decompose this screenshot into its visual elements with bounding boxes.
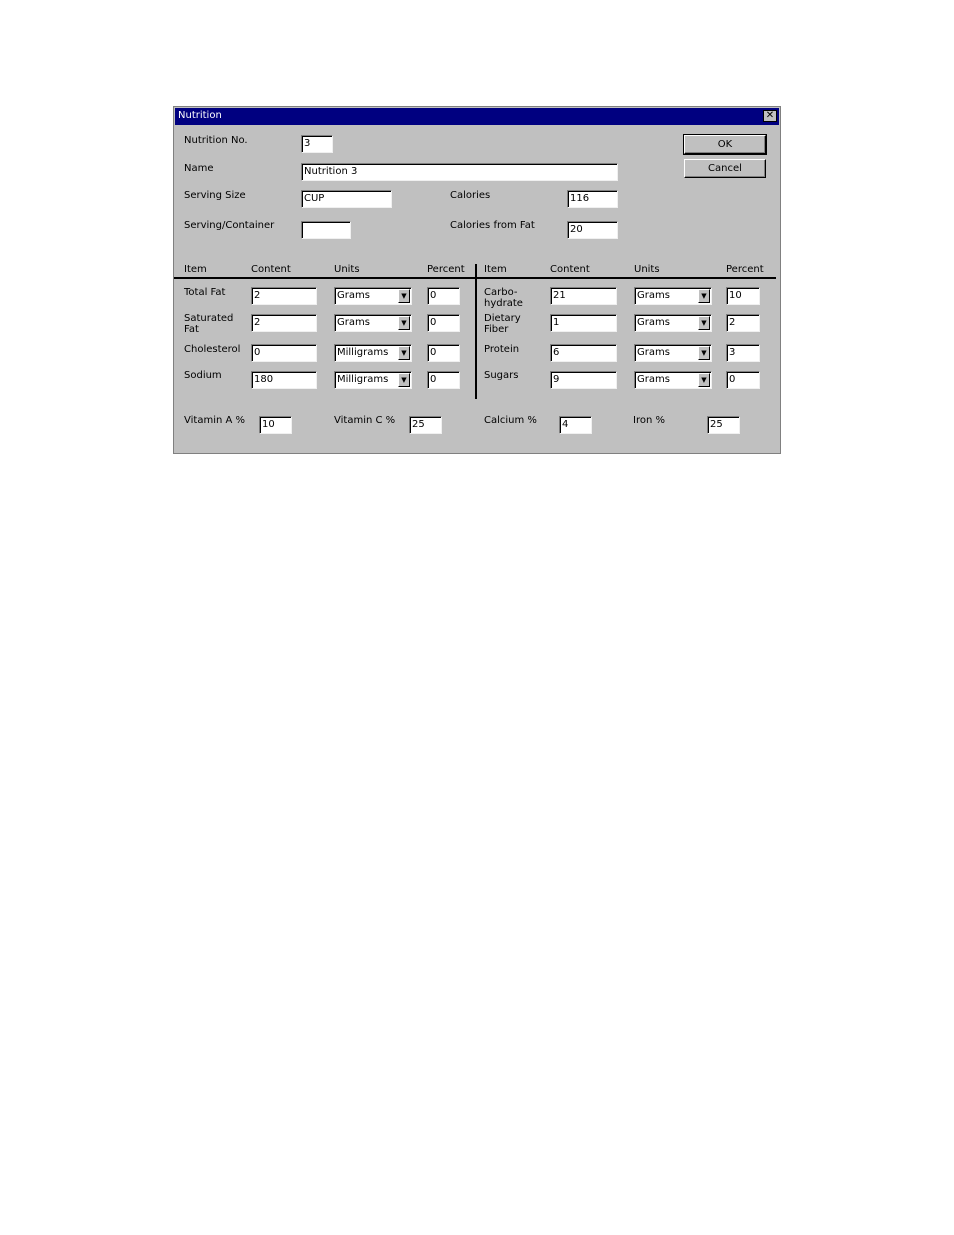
calories-label: Calories: [450, 190, 491, 201]
right-percent-protein[interactable]: 3: [726, 344, 760, 362]
units-value: Milligrams: [337, 374, 389, 385]
chevron-down-icon[interactable]: ▼: [698, 346, 710, 360]
right-units-protein[interactable]: [634, 344, 712, 362]
left-header-units: Units: [334, 264, 360, 275]
units-value: Grams: [637, 290, 670, 301]
right-header-item: Item: [484, 264, 507, 275]
left-units-saturated-fat[interactable]: [334, 314, 412, 332]
window-title: Nutrition: [178, 110, 222, 121]
right-units-sugars[interactable]: [634, 371, 712, 389]
vitamin-a-label: Vitamin A %: [184, 415, 246, 426]
left-item-total-fat: Total Fat: [184, 287, 226, 298]
serving-container-label: Serving/Container: [184, 220, 275, 231]
nutrition-no-label: Nutrition No.: [184, 135, 248, 146]
right-header-content: Content: [550, 264, 590, 275]
right-content-carbohydrate[interactable]: 21: [550, 287, 617, 305]
left-percent-sodium[interactable]: 0: [427, 371, 460, 389]
nutrition-dialog: [173, 106, 781, 454]
calcium-label: Calcium %: [484, 415, 537, 426]
right-percent-carbohydrate[interactable]: 10: [726, 287, 760, 305]
vitamin-c-field[interactable]: 25: [409, 416, 442, 434]
vitamin-a-field[interactable]: 10: [259, 416, 292, 434]
table-column-divider: [475, 264, 477, 399]
left-content-sodium[interactable]: 180: [251, 371, 317, 389]
chevron-down-icon[interactable]: ▼: [398, 316, 410, 330]
left-header-content: Content: [251, 264, 291, 275]
calories-from-fat-label: Calories from Fat: [450, 220, 535, 231]
right-content-sugars[interactable]: 9: [550, 371, 617, 389]
units-value: Grams: [337, 317, 370, 328]
right-percent-sugars[interactable]: 0: [726, 371, 760, 389]
name-field[interactable]: Nutrition 3: [301, 163, 618, 181]
close-icon[interactable]: ✕: [763, 110, 777, 122]
left-percent-cholesterol[interactable]: 0: [427, 344, 460, 362]
chevron-down-icon[interactable]: ▼: [698, 316, 710, 330]
right-item-carbohydrate: Carbo- hydrate: [484, 287, 523, 309]
left-item-cholesterol: Cholesterol: [184, 344, 241, 355]
right-header-percent: Percent: [726, 264, 764, 275]
left-header-item: Item: [184, 264, 207, 275]
iron-label: Iron %: [633, 415, 665, 426]
left-item-sodium: Sodium: [184, 370, 222, 381]
units-value: Grams: [337, 290, 370, 301]
chevron-down-icon[interactable]: ▼: [698, 373, 710, 387]
cancel-button[interactable]: Cancel: [684, 159, 766, 178]
left-units-total-fat[interactable]: [334, 287, 412, 305]
left-percent-saturated-fat[interactable]: 0: [427, 314, 460, 332]
units-value: Grams: [637, 374, 670, 385]
right-item-protein: Protein: [484, 344, 520, 355]
chevron-down-icon[interactable]: ▼: [698, 289, 710, 303]
vitamin-c-label: Vitamin C %: [334, 415, 396, 426]
serving-size-field[interactable]: CUP: [301, 190, 392, 208]
left-units-cholesterol[interactable]: [334, 344, 412, 362]
left-content-total-fat[interactable]: 2: [251, 287, 317, 305]
nutrition-no-field[interactable]: 3: [301, 135, 333, 153]
units-value: Grams: [637, 317, 670, 328]
right-item-dietary-fiber: Dietary Fiber: [484, 313, 521, 335]
units-value: Grams: [637, 347, 670, 358]
right-content-protein[interactable]: 6: [550, 344, 617, 362]
left-units-sodium[interactable]: [334, 371, 412, 389]
calories-from-fat-field[interactable]: 20: [567, 221, 618, 239]
right-units-dietary-fiber[interactable]: [634, 314, 712, 332]
right-header-units: Units: [634, 264, 660, 275]
calcium-field[interactable]: 4: [559, 416, 592, 434]
title-bar: [175, 108, 779, 125]
right-percent-dietary-fiber[interactable]: 2: [726, 314, 760, 332]
left-content-cholesterol[interactable]: 0: [251, 344, 317, 362]
chevron-down-icon[interactable]: ▼: [398, 346, 410, 360]
right-units-carbohydrate[interactable]: [634, 287, 712, 305]
right-item-sugars: Sugars: [484, 370, 519, 381]
ok-button[interactable]: OK: [684, 135, 766, 154]
chevron-down-icon[interactable]: ▼: [398, 373, 410, 387]
serving-size-label: Serving Size: [184, 190, 246, 201]
left-content-saturated-fat[interactable]: 2: [251, 314, 317, 332]
left-percent-total-fat[interactable]: 0: [427, 287, 460, 305]
iron-field[interactable]: 25: [707, 416, 740, 434]
serving-container-field[interactable]: [301, 221, 351, 239]
left-item-saturated-fat: Saturated Fat: [184, 313, 234, 335]
left-header-percent: Percent: [427, 264, 465, 275]
right-content-dietary-fiber[interactable]: 1: [550, 314, 617, 332]
chevron-down-icon[interactable]: ▼: [398, 289, 410, 303]
calories-field[interactable]: 116: [567, 190, 618, 208]
name-label: Name: [184, 163, 214, 174]
units-value: Milligrams: [337, 347, 389, 358]
